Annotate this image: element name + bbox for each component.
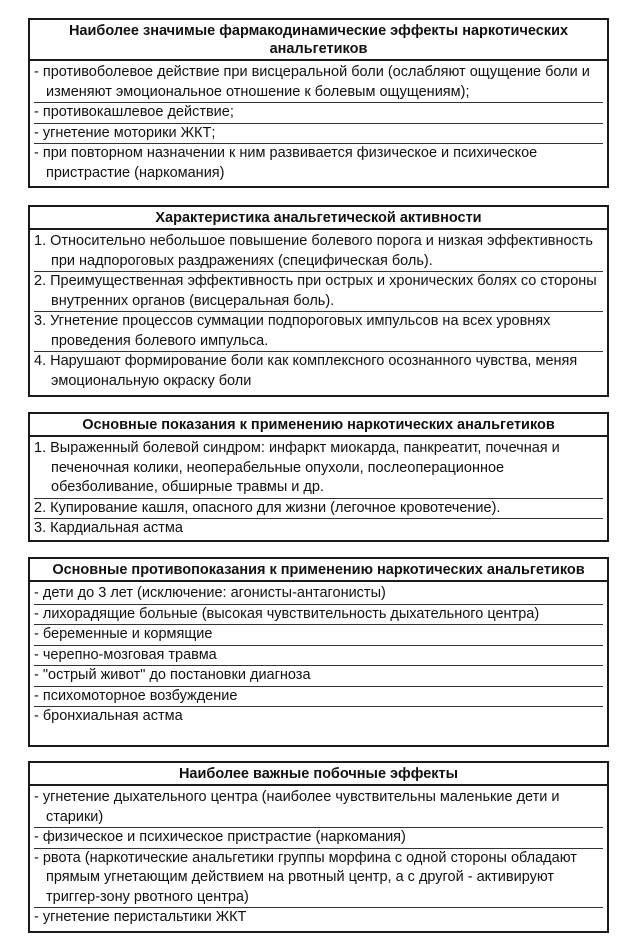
- section-indications: [28, 412, 609, 542]
- list-item: - при повторном назначении к ним развивается физическое и психическое пристрастие (наркомания): [34, 143, 603, 183]
- section-title: Основные показания к применению наркотических анальгетиков: [30, 414, 607, 437]
- section-contraindications: [28, 557, 609, 747]
- list-item: - дети до 3 лет (исключение: агонисты-антагонисты): [34, 585, 386, 601]
- section-analgesic-activity: [28, 205, 609, 397]
- list-item: 3. Кардиальная астма: [34, 518, 603, 539]
- list-item: - рвота (наркотические анальгетики группы морфина с одной стороны обладают прямым угнетающим действием на рвотный центр, а с другой - активируют триггер-зону рвотного центра): [34, 848, 603, 908]
- list-item: - "острый живот" до постановки диагноза: [34, 665, 603, 686]
- section-body: [30, 786, 607, 929]
- list-item: - угнетение дыхательного центра (наиболее чувствительны маленькие дети и старики): [34, 789, 560, 825]
- list-item: - противокашлевое действие;: [34, 102, 603, 123]
- section-title: Наиболее значимые фармакодинамические эффекты наркотических анальгетиков: [30, 20, 607, 61]
- section-title: Характеристика анальгетической активности: [30, 207, 607, 230]
- section-side-effects: [28, 761, 609, 933]
- section-title: Основные противопоказания к применению наркотических анальгетиков: [30, 559, 607, 582]
- list-item: - черепно-мозговая травма: [34, 645, 603, 666]
- list-item: 4. Нарушают формирование боли как комплексного осознанного чувства, меняя эмоциональную окраску боли: [34, 351, 603, 391]
- section-body: [30, 437, 607, 540]
- list-item: 2. Купирование кашля, опасного для жизни (легочное кровотечение).: [34, 498, 603, 519]
- list-item: 1. Относительно небольшое повышение болевого порога и низкая эффективность при надпороговых раздражениях (специфическая боль).: [34, 233, 593, 269]
- list-item: - бронхиальная астма: [34, 706, 603, 727]
- section-title: Наиболее важные побочные эффекты: [30, 763, 607, 786]
- list-item: - угнетение моторики ЖКТ;: [34, 123, 603, 144]
- section-body: [30, 230, 607, 392]
- list-item: 3. Угнетение процессов суммации подпороговых импульсов на всех уровнях проведения болевого импульса.: [34, 311, 603, 351]
- list-item: - беременные и кормящие: [34, 624, 603, 645]
- list-item: - угнетение перистальтики ЖКТ: [34, 907, 603, 928]
- list-item: 1. Выраженный болевой синдром: инфаркт миокарда, панкреатит, почечная и печеночная колики, неоперабельные опухоли, послеоперационное обезболивание, обширные травмы и др.: [34, 440, 560, 495]
- section-body: [30, 61, 607, 184]
- list-item: 2. Преимущественная эффективность при острых и хронических болях со стороны внутренних органов (висцеральная боль).: [34, 271, 603, 311]
- list-item: - физическое и психическое пристрастие (наркомания): [34, 827, 603, 848]
- list-item: - лихорадящие больные (высокая чувствительность дыхательного центра): [34, 604, 603, 625]
- list-item: - психомоторное возбуждение: [34, 686, 603, 707]
- list-item: - противоболевое действие при висцеральной боли (ослабляют ощущение боли и изменяют эмоциональное отношение к болевым ощущениям);: [34, 64, 590, 100]
- section-body: [30, 582, 607, 728]
- section-pharmacodynamic-effects: [28, 18, 609, 188]
